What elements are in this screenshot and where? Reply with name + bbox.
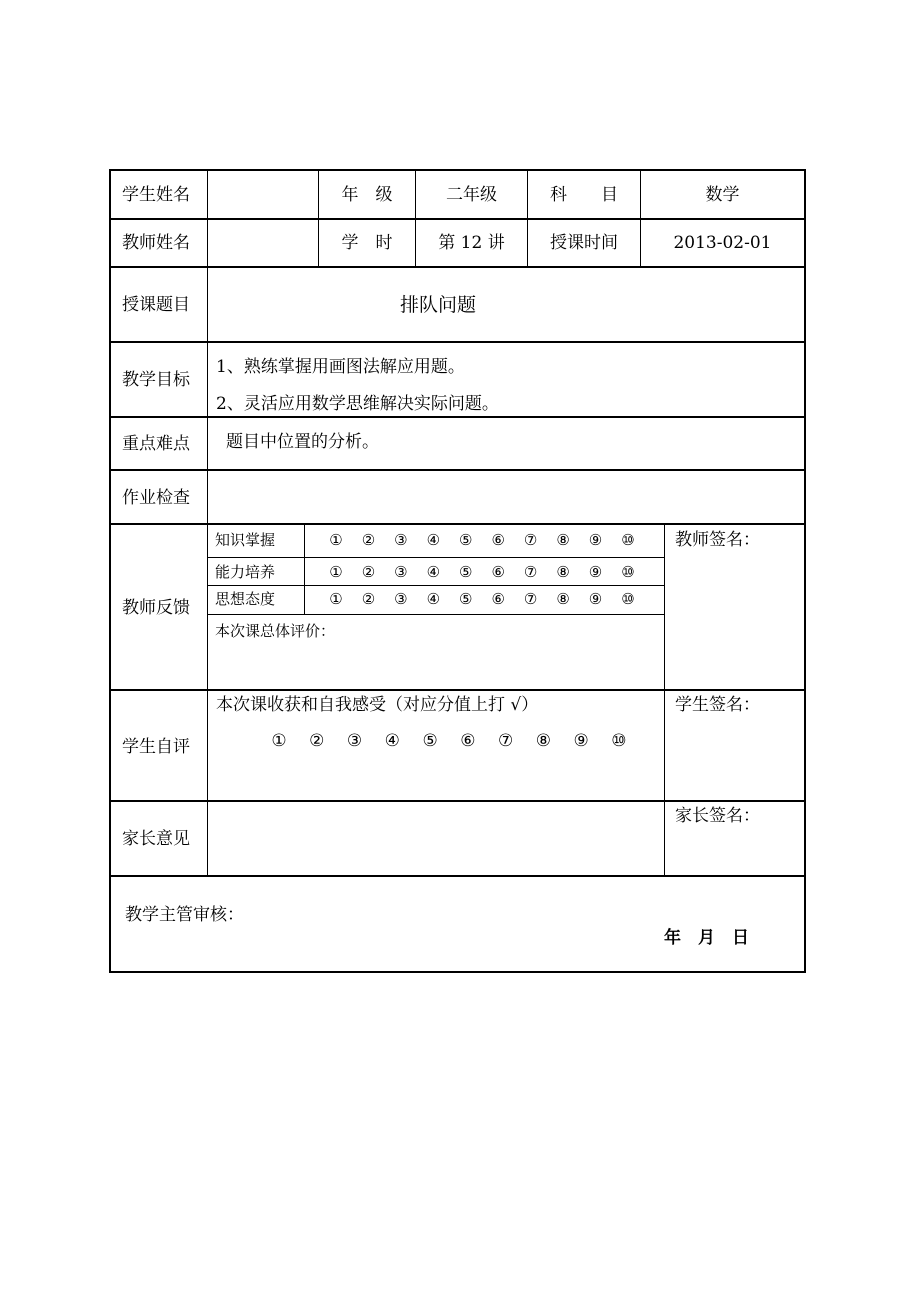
- score-option[interactable]: ⑦: [497, 731, 514, 751]
- score-option[interactable]: ③: [394, 590, 408, 608]
- score-option[interactable]: ①: [271, 731, 287, 751]
- score-option[interactable]: ⑨: [588, 590, 603, 608]
- time-value: 2013-02-01: [673, 233, 772, 253]
- time-label: 授课时间: [550, 233, 618, 253]
- score-option[interactable]: ⑧: [535, 731, 551, 751]
- feedback-row-label: 思想态度: [215, 590, 276, 608]
- student-name-label: 学生姓名: [122, 185, 190, 205]
- score-option[interactable]: ⑤: [459, 563, 473, 581]
- self-eval-label: 学生自评: [122, 737, 190, 757]
- feedback-label: 教师反馈: [122, 598, 190, 618]
- score-option[interactable]: ⑦: [523, 531, 538, 549]
- goal-item: 1、熟练掌握用画图法解应用题。: [216, 357, 465, 377]
- review-date-label: 年 月 日: [664, 928, 749, 948]
- score-option[interactable]: ⑨: [588, 531, 603, 549]
- supervisor-review-label: 教学主管审核：: [125, 905, 244, 925]
- parent-label: 家长意见: [122, 829, 190, 849]
- score-option[interactable]: ③: [394, 531, 408, 549]
- score-option[interactable]: ⑧: [556, 563, 570, 581]
- attitude-scale[interactable]: [326, 590, 638, 608]
- self-eval-scale[interactable]: [269, 731, 629, 751]
- student-signature-label: 学生签名：: [675, 695, 760, 715]
- teacher-name-label: 教师姓名: [122, 233, 190, 253]
- score-option[interactable]: ⑨: [573, 731, 589, 751]
- self-eval-prompt: 本次课收获和自我感受（对应分值上打 √）: [216, 695, 539, 715]
- score-option[interactable]: ⑧: [556, 590, 570, 608]
- key-points-label: 重点难点: [122, 434, 190, 454]
- knowledge-scale[interactable]: [326, 531, 638, 549]
- score-option[interactable]: ⑦: [523, 590, 538, 608]
- score-option[interactable]: ②: [361, 531, 376, 549]
- topic-value: 排队问题: [400, 294, 477, 316]
- score-option[interactable]: ②: [361, 563, 376, 581]
- key-points-value: 题目中位置的分析。: [226, 432, 379, 452]
- score-option[interactable]: ⑥: [491, 563, 505, 581]
- grade-label: 年 级: [341, 185, 393, 205]
- score-option[interactable]: ④: [384, 731, 400, 751]
- score-option[interactable]: ②: [309, 731, 325, 751]
- score-option[interactable]: ①: [329, 590, 343, 608]
- homework-label: 作业检查: [122, 488, 190, 508]
- score-option[interactable]: ⑩: [621, 531, 635, 549]
- score-option[interactable]: ⑦: [523, 563, 538, 581]
- subject-value: 数学: [705, 185, 740, 205]
- score-option[interactable]: ③: [346, 731, 363, 751]
- period-label: 学 时: [341, 233, 393, 253]
- score-option[interactable]: ⑤: [459, 590, 473, 608]
- score-option[interactable]: ⑥: [491, 531, 505, 549]
- subject-label: 科 目: [550, 185, 618, 205]
- score-option[interactable]: ⑥: [460, 731, 476, 751]
- topic-label: 授课题目: [122, 295, 190, 315]
- grade-value: 二年级: [446, 185, 497, 205]
- score-option[interactable]: ③: [394, 563, 408, 581]
- goal-item: 2、灵活应用数学思维解决实际问题。: [216, 394, 499, 414]
- score-option[interactable]: ①: [329, 531, 343, 549]
- feedback-row-label: 能力培养: [215, 563, 276, 581]
- score-option[interactable]: ①: [329, 563, 343, 581]
- score-option[interactable]: ⑥: [491, 590, 505, 608]
- score-option[interactable]: ⑤: [422, 731, 438, 751]
- ability-scale[interactable]: [326, 563, 638, 581]
- score-option[interactable]: ⑩: [621, 590, 635, 608]
- parent-signature-label: 家长签名：: [675, 806, 760, 826]
- score-option[interactable]: ②: [361, 590, 376, 608]
- overall-evaluation-label: 本次课总体评价：: [215, 622, 336, 640]
- score-option[interactable]: ⑩: [621, 563, 635, 581]
- score-option[interactable]: ⑤: [459, 531, 473, 549]
- period-value: 第 12 讲: [438, 233, 505, 253]
- feedback-row-label: 知识掌握: [215, 531, 276, 549]
- score-option[interactable]: ④: [426, 590, 441, 608]
- goals-label: 教学目标: [122, 370, 190, 390]
- teacher-signature-label: 教师签名：: [675, 530, 760, 550]
- score-option[interactable]: ④: [426, 531, 441, 549]
- score-option[interactable]: ⑧: [556, 531, 570, 549]
- score-option[interactable]: ④: [426, 563, 441, 581]
- score-option[interactable]: ⑨: [588, 563, 603, 581]
- score-option[interactable]: ⑩: [611, 731, 627, 751]
